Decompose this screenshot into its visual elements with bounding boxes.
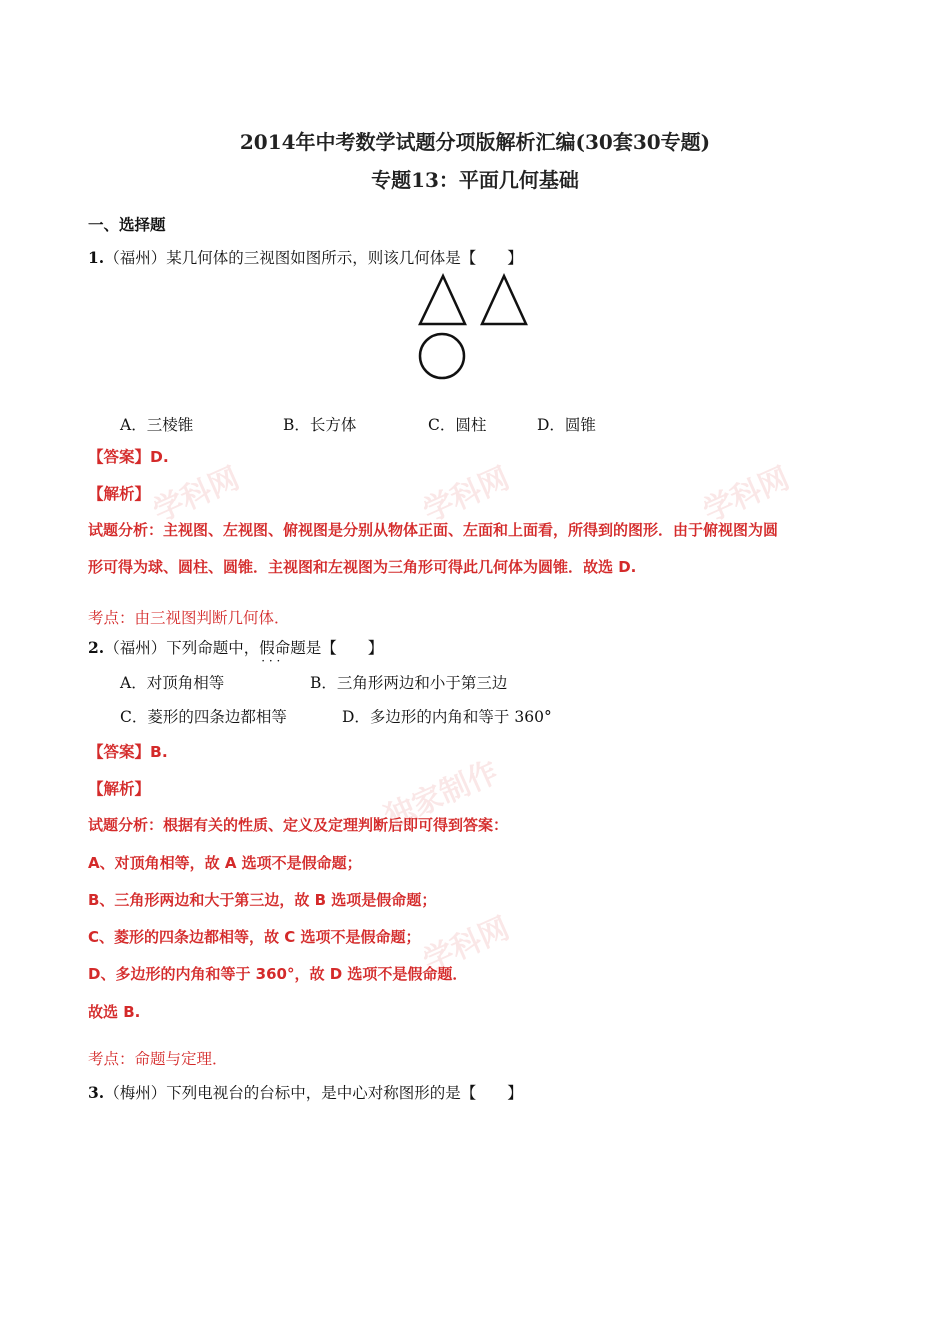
question-text: 是【 】: [305, 639, 384, 657]
answer-label: 【答案】: [88, 743, 151, 761]
analysis-label: 【解析】: [88, 485, 151, 503]
front-view-triangle: [420, 276, 465, 324]
question-1: [88, 246, 523, 268]
analysis-text: C、菱形的四条边都相等，故 C 选项不是假命题；: [88, 928, 421, 946]
analysis-text: A、对顶角相等，故 A 选项不是假命题；: [88, 854, 362, 872]
document-title: 2014年中考数学试题分项版解析汇编(30套30专题): [239, 130, 711, 154]
section-heading: 一、选择题: [88, 215, 166, 234]
watermark: 学科网: [418, 460, 515, 530]
answer-label: 【答案】: [88, 448, 151, 466]
option-d: D．多边形的内角和等于 360°: [342, 708, 552, 726]
watermark: 学科网: [148, 460, 245, 530]
option-a: A．对顶角相等: [120, 674, 225, 692]
question-number: 2.: [88, 638, 105, 657]
analysis-text: 试题分析：主视图、左视图、俯视图是分别从物体正面、左面和上面看，所得到的图形．由于俯视图为圆: [88, 521, 779, 539]
answer-line: [88, 445, 169, 467]
analysis-text: 试题分析：根据有关的性质、定义及定理判断后即可得到答案：: [88, 816, 509, 834]
analysis-text: D、多边形的内角和等于 360°，故 D 选项不是假命题．: [88, 965, 468, 983]
option-c: C．菱形的四条边都相等: [120, 708, 287, 726]
analysis-text: B、三角形两边和大于第三边，故 B 选项是假命题；: [88, 891, 437, 909]
top-view-circle: [420, 334, 464, 378]
analysis-label: 【解析】: [88, 780, 151, 798]
document-subtitle: 专题13：平面几何基础: [371, 168, 579, 192]
option-c: C．圆柱: [428, 416, 487, 434]
watermark: 学科网: [698, 460, 795, 530]
option-a: A．三棱锥: [120, 416, 194, 434]
answer-value: D.: [150, 448, 169, 466]
answer-line: [88, 740, 168, 762]
analysis-text: 形可得为球、圆柱、圆锥．主视图和左视图为三角形可得此几何体为圆锥．故选 D.: [88, 558, 637, 576]
analysis-text: 故选 B.: [88, 1003, 141, 1021]
watermark: 独家制作: [379, 754, 504, 836]
question-2: [88, 636, 383, 658]
question-text: （福州）某几何体的三视图如图所示，则该几何体是【 】: [104, 249, 523, 267]
option-b: B．三角形两边和小于第三边: [310, 674, 508, 692]
watermark: 学科网: [418, 910, 515, 980]
question-text: （梅州）下列电视台的台标中，是中心对称图形的是【 】: [104, 1084, 523, 1102]
answer-value: B.: [150, 743, 168, 761]
option-d: D．圆锥: [537, 416, 596, 434]
question-3: [88, 1081, 523, 1103]
three-view-figure: [414, 272, 534, 382]
emphasized-text: 假命题 · · ·: [259, 639, 306, 657]
question-text: （福州）下列命题中，: [104, 639, 260, 657]
knowledge-point: 考点：由三视图判断几何体．: [88, 609, 290, 627]
side-view-triangle: [482, 276, 526, 324]
question-number: 1.: [88, 248, 105, 267]
option-b: B．长方体: [283, 416, 357, 434]
question-number: 3.: [88, 1083, 105, 1102]
knowledge-point: 考点：命题与定理．: [88, 1050, 228, 1068]
